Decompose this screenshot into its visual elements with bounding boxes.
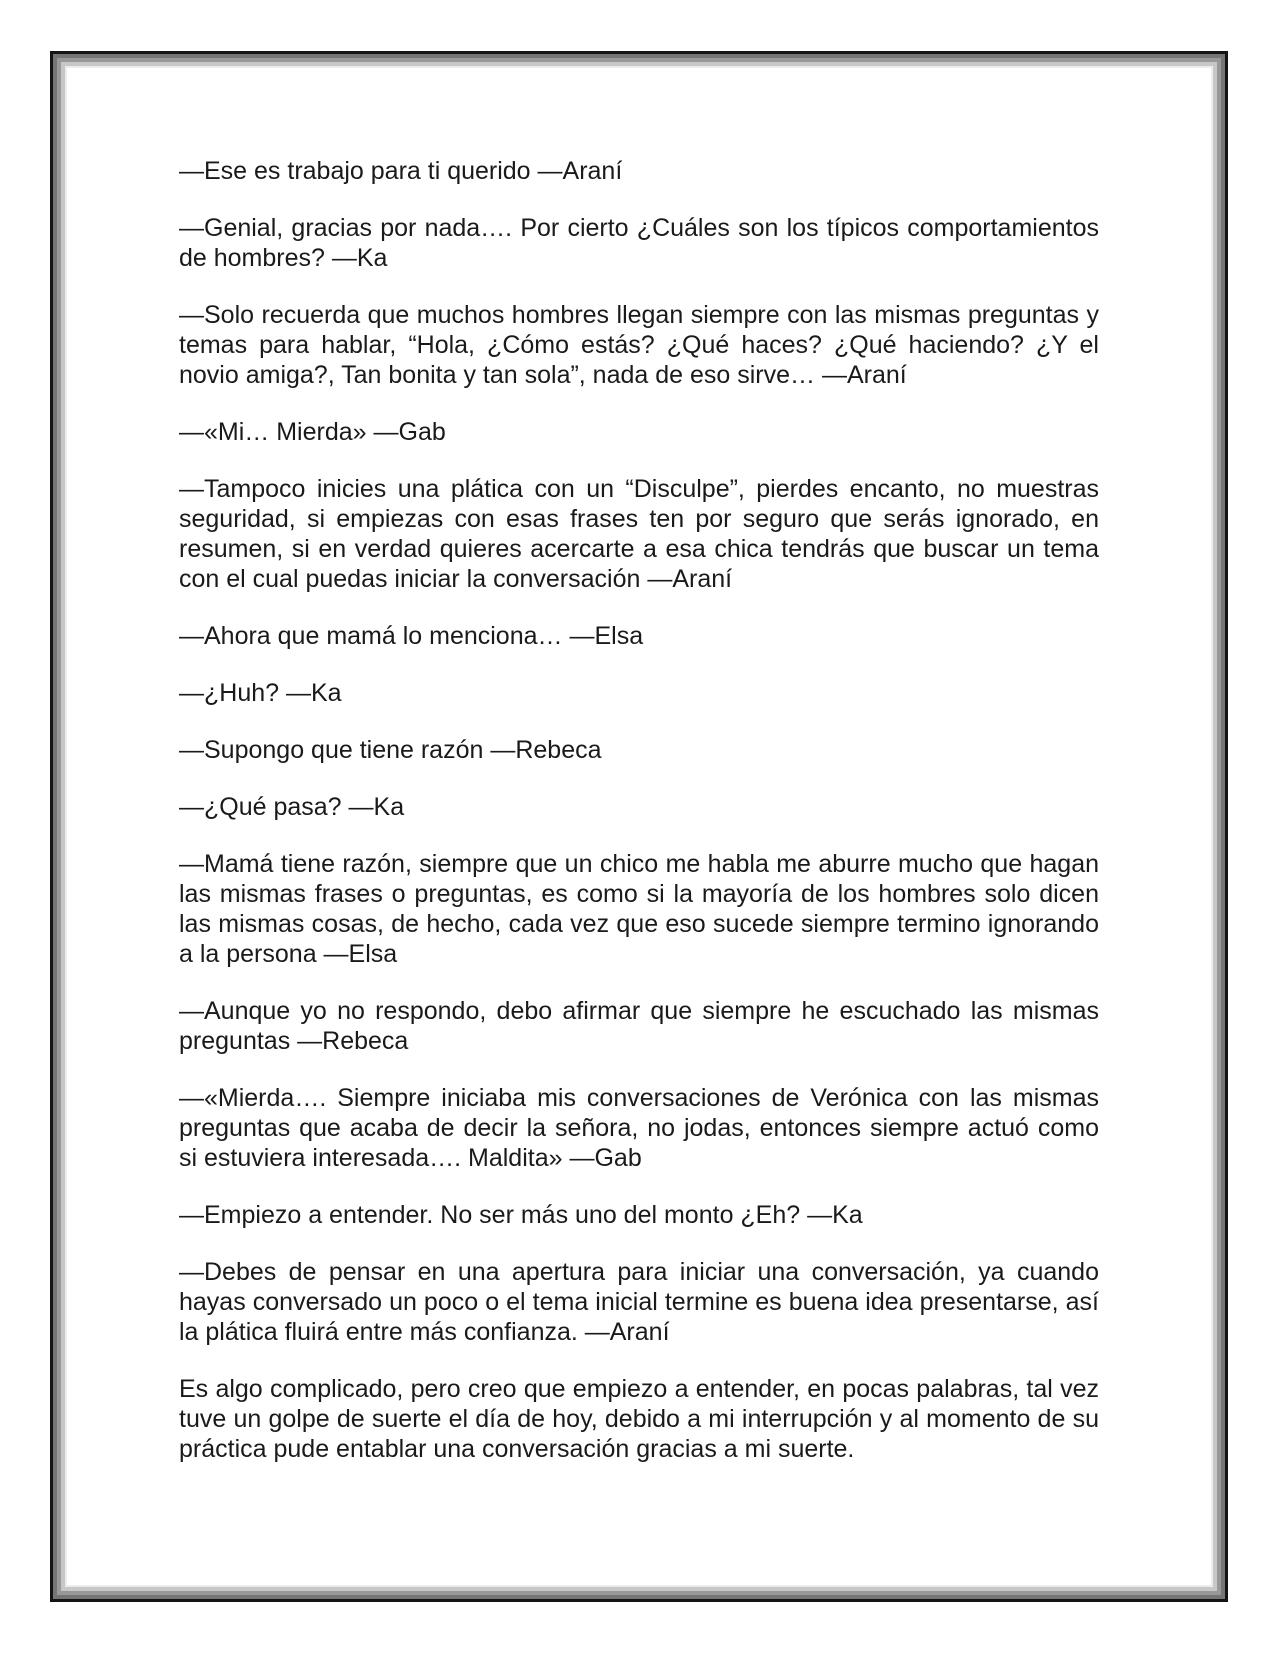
paragraph: —¿Huh? —Ka xyxy=(179,679,342,707)
paragraph: —«Mierda…. Siempre iniciaba mis conversaciones de Verónica con las mismas preguntas que acaba de decir la señora, no jodas, entonces siempre actuó como si estuviera interesada…. Maldita» —Gab xyxy=(179,1084,1099,1172)
document-text-body xyxy=(56,57,1222,1596)
paragraph: —Ese es trabajo para ti querido —Araní xyxy=(179,157,623,185)
paragraph: —Genial, gracias por nada…. Por cierto ¿Cuáles son los típicos comportamientos de hombres? —Ka xyxy=(179,214,1099,272)
paragraph: —Debes de pensar en una apertura para iniciar una conversación, ya cuando hayas conversado un poco o el tema inicial termine es buena idea presentarse, así la plática fluirá entre más confianza. —Araní xyxy=(179,1258,1099,1346)
document-page-frame xyxy=(50,51,1228,1602)
paragraph: —Aunque yo no respondo, debo afirmar que siempre he escuchado las mismas preguntas —Rebeca xyxy=(179,997,1099,1055)
paragraph: —Solo recuerda que muchos hombres llegan siempre con las mismas preguntas y temas para hablar, “Hola, ¿Cómo estás? ¿Qué haces? ¿Qué haciendo? ¿Y el novio amiga?, Tan bonita y tan sola”, nada de eso sirve… —Araní xyxy=(179,301,1099,389)
paragraph: —Supongo que tiene razón —Rebeca xyxy=(179,736,602,764)
paragraph: —«Mi… Mierda» —Gab xyxy=(179,418,446,446)
paragraph: —Empiezo a entender. No ser más uno del monto ¿Eh? —Ka xyxy=(179,1201,863,1229)
paragraph: —Mamá tiene razón, siempre que un chico me habla me aburre mucho que hagan las mismas frases o preguntas, es como si la mayoría de los hombres solo dicen las mismas cosas, de hecho, cada vez que eso sucede siempre termino ignorando a la persona —Elsa xyxy=(179,850,1099,968)
paragraph: —Ahora que mamá lo menciona… —Elsa xyxy=(179,622,644,650)
paragraph: —¿Qué pasa? —Ka xyxy=(179,793,405,821)
paragraph: —Tampoco inicies una plática con un “Disculpe”, pierdes encanto, no muestras seguridad, si empiezas con esas frases ten por seguro que serás ignorado, en resumen, si en verdad quieres acercarte a esa chica tendrás que buscar un tema con el cual puedas iniciar la conversación —Araní xyxy=(179,475,1099,593)
paragraph: Es algo complicado, pero creo que empiezo a entender, en pocas palabras, tal vez tuve un golpe de suerte el día de hoy, debido a mi interrupción y al momento de su práctica pude entablar una conversación gracias a mi suerte. xyxy=(179,1375,1099,1463)
